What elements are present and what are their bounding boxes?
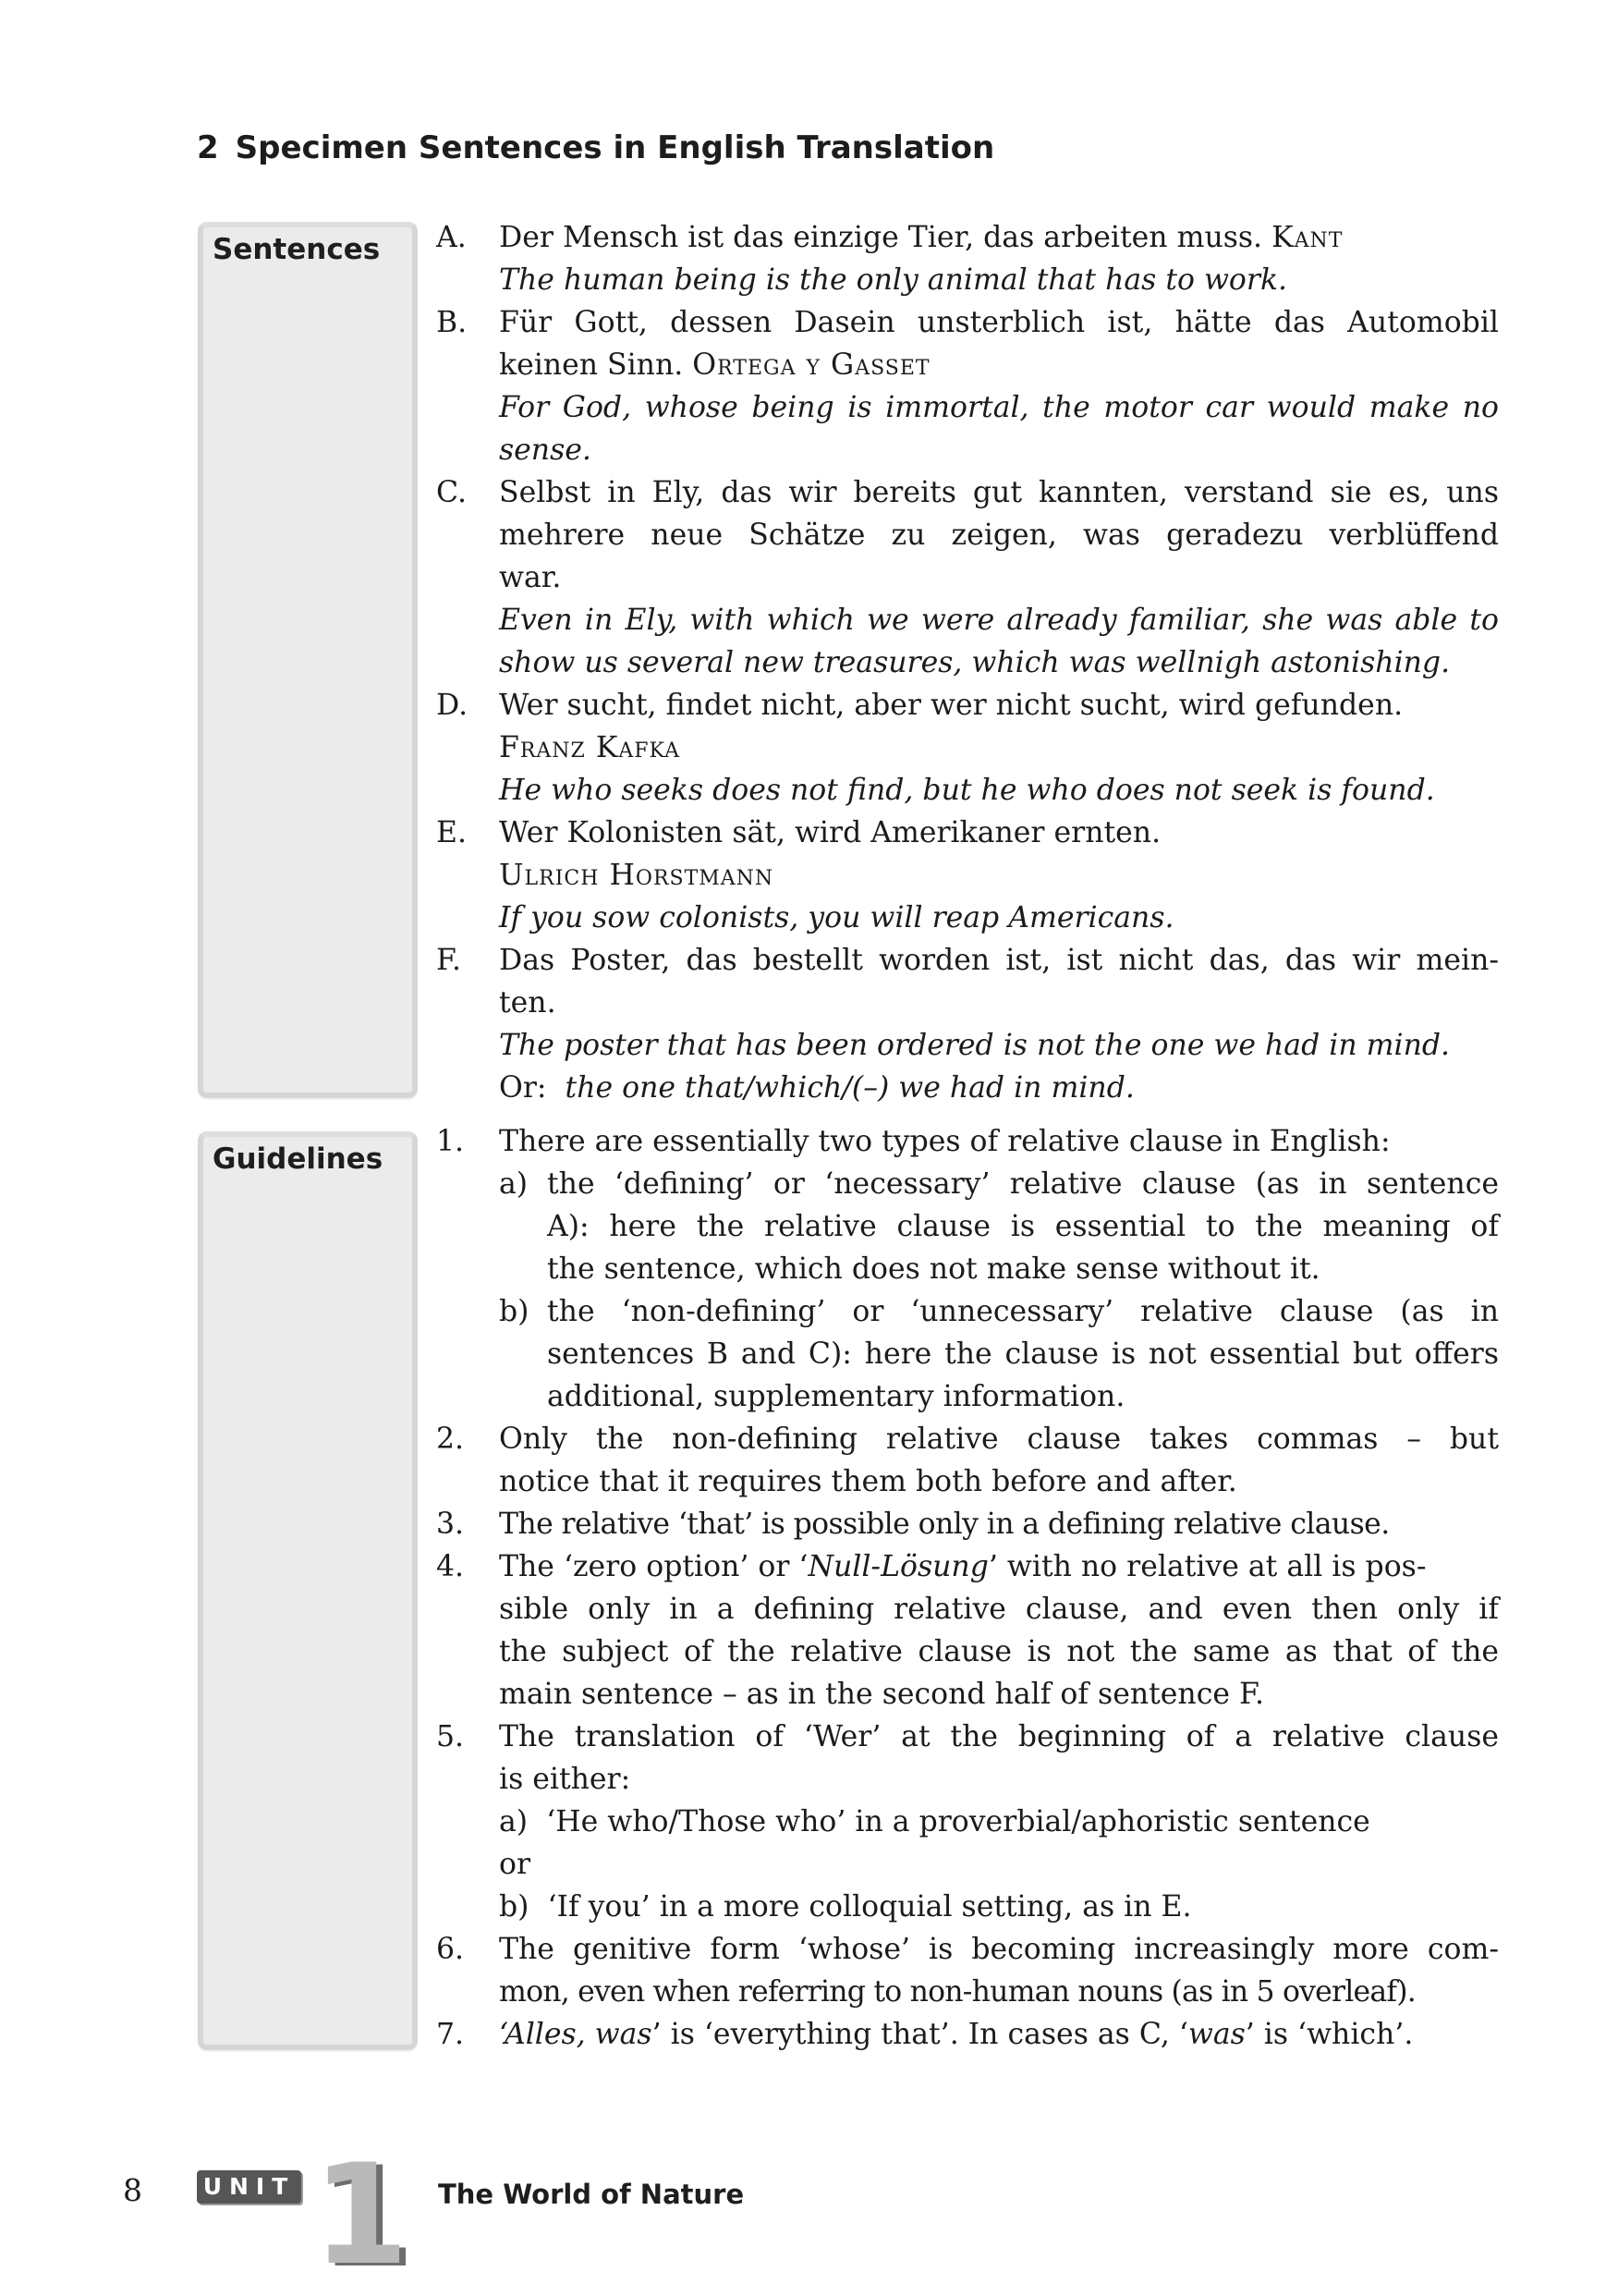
guideline-italic-term: ‘Alles, was (499, 2018, 652, 2051)
page-number: 8 (123, 2172, 142, 2208)
alternative-prefix: Or: (499, 1071, 547, 1105)
item-marker: 5. (436, 1720, 465, 1753)
item-marker: F. (436, 944, 461, 977)
item-marker: B. (436, 306, 468, 339)
guideline-line: the sentence, which does not make sense without it. (547, 1252, 1320, 1286)
german-sentence-line: Selbst in Ely, das wir bereits gut kannten, verstand sie es, uns (499, 476, 1499, 509)
subitem-marker: b) (499, 1295, 529, 1328)
guideline-item-3 (436, 1503, 1499, 1545)
guideline-line: ‘He who/Those who’ in a proverbial/aphoristic sentence (546, 1805, 1370, 1838)
guideline-line: mon, even when referring to non-human nouns (as in 5 overleaf). (499, 1975, 1416, 2009)
guideline-line: The genitive form ‘whose’ is becoming increasingly more com- (499, 1933, 1499, 1966)
item-marker: C. (436, 476, 467, 509)
english-translation-line: Even in Ely, with which we were already familiar, she was able to (499, 604, 1499, 637)
sentence-item-c (436, 471, 1499, 684)
author-name: Kant (1271, 221, 1344, 254)
english-translation-line: The poster that has been ordered is not the one we had in mind. (499, 1029, 1451, 1062)
section-number: 2 (197, 129, 219, 166)
guideline-line: A): here the relative clause is essential to the meaning of (547, 1210, 1499, 1243)
sentence-item-e (436, 812, 1499, 939)
sentence-item-b (436, 301, 1499, 471)
item-marker: 2. (436, 1423, 465, 1456)
sentences-sidebar-box (198, 222, 418, 1098)
guideline-line: notice that it requires them both before and after. (499, 1465, 1237, 1498)
unit-badge: UNIT (197, 2170, 301, 2204)
subitem-marker: a) (499, 1167, 529, 1201)
guideline-line: sible only in a defining relative clause, and even then only if (499, 1593, 1499, 1626)
guideline-text: ’ is ‘which’. (1245, 2018, 1414, 2051)
unit-title: The World of Nature (438, 2179, 745, 2210)
guideline-line: additional, supplementary information. (547, 1380, 1125, 1413)
english-translation-line: If you sow colonists, you will reap Americans. (499, 901, 1174, 934)
guideline-line: or (499, 1848, 531, 1881)
sentence-item-a (436, 216, 1499, 301)
english-translation-line: For God, whose being is immortal, the motor car would make no (499, 391, 1499, 424)
guideline-text: The ‘zero option’ or ‘ (499, 1550, 809, 1583)
author-name: Ulrich Horstmann (499, 859, 774, 892)
guideline-item-1 (436, 1120, 1499, 1418)
english-translation-line: sense. (499, 434, 591, 467)
item-marker: 4. (436, 1550, 465, 1583)
guideline-item-6 (436, 1928, 1499, 2013)
sentence-item-f (436, 939, 1499, 1109)
item-marker: D. (436, 689, 468, 722)
german-sentence: Der Mensch ist das einzige Tier, das arbeiten muss. (499, 221, 1263, 254)
alternative-translation: the one that/which/(–) we had in mind. (565, 1071, 1135, 1105)
guideline-line: ‘If you’ in a more colloquial setting, as in E. (547, 1890, 1192, 1924)
item-marker: 3. (436, 1508, 465, 1541)
german-sentence-line: Das Poster, das bestellt worden ist, ist nicht das, das wir mein- (499, 944, 1499, 977)
guideline-item-4 (436, 1545, 1499, 1716)
guideline-text: ’ is ‘everything that’. In cases as C, ‘ (651, 2018, 1188, 2051)
guideline-line: There are essentially two types of relative clause in English: (499, 1125, 1391, 1158)
guideline-line: The relative ‘that’ is possible only in a defining relative clause. (499, 1508, 1390, 1541)
german-sentence-line: mehrere neue Schätze zu zeigen, was geradezu verblüffend (499, 519, 1499, 552)
german-sentence-line: keinen Sinn. (499, 348, 684, 382)
guideline-line: the ‘non-defining’ or ‘unnecessary’ relative clause (as in (547, 1295, 1499, 1328)
guideline-line: The translation of ‘Wer’ at the beginning of a relative clause (499, 1720, 1499, 1753)
guidelines-label: Guidelines (213, 1142, 383, 1176)
sentence-item-d (436, 684, 1499, 812)
subitem-marker: b) (499, 1890, 529, 1924)
german-sentence-line: ten. (499, 986, 556, 1020)
german-sentence-line: Wer sucht, findet nicht, aber wer nicht sucht, wird gefunden. (499, 689, 1404, 722)
english-translation: The human being is the only animal that has to work. (499, 263, 1288, 297)
guideline-text: ’ with no relative at all is pos- (988, 1550, 1427, 1583)
guideline-item-5 (436, 1716, 1499, 1928)
guideline-subitem-a (499, 1163, 1499, 1290)
guideline-line: Only the non-defining relative clause takes commas – but (499, 1423, 1499, 1456)
item-marker: 7. (436, 2018, 465, 2051)
unit-number: 1 (312, 2135, 409, 2296)
item-marker: 6. (436, 1933, 465, 1966)
guideline-item-7 (436, 2013, 1499, 2056)
guideline-italic-term: was (1187, 2018, 1246, 2051)
guideline-line: main sentence – as in the second half of sentence F. (499, 1678, 1264, 1711)
guideline-line: the ‘defining’ or ‘necessary’ relative clause (as in sentence (547, 1167, 1499, 1201)
author-name: Ortega y Gasset (692, 348, 931, 382)
guideline-line: sentences B and C): here the clause is not essential but offers (547, 1337, 1499, 1371)
english-translation-line: He who seeks does not find, but he who does not seek is found. (499, 774, 1435, 807)
german-sentence-line: war. (499, 561, 562, 594)
author-name: Franz Kafka (499, 731, 680, 764)
german-sentence-line: Für Gott, dessen Dasein unsterblich ist, hätte das Automobil (499, 306, 1499, 339)
sentences-list (436, 216, 1499, 1109)
guideline-italic-term: Null-Lösung (808, 1550, 989, 1583)
guideline-subitem-b (499, 1290, 1499, 1418)
section-heading (197, 129, 994, 166)
guideline-line: is either: (499, 1763, 631, 1796)
section-title: Specimen Sentences in English Translation (235, 129, 995, 166)
item-marker: E. (436, 816, 468, 849)
german-sentence-line: Wer Kolonisten sät, wird Amerikaner ernten. (499, 816, 1162, 849)
sentences-label: Sentences (213, 233, 381, 266)
subitem-marker: a) (499, 1805, 529, 1838)
guideline-line: the subject of the relative clause is not the same as that of the (499, 1635, 1499, 1668)
guideline-item-2 (436, 1418, 1499, 1503)
guidelines-sidebar-box (198, 1131, 418, 2050)
item-marker: 1. (436, 1125, 465, 1158)
item-marker: A. (436, 221, 467, 254)
english-translation-line: show us several new treasures, which was wellnigh astonishing. (499, 646, 1451, 679)
guidelines-list (436, 1120, 1499, 2056)
